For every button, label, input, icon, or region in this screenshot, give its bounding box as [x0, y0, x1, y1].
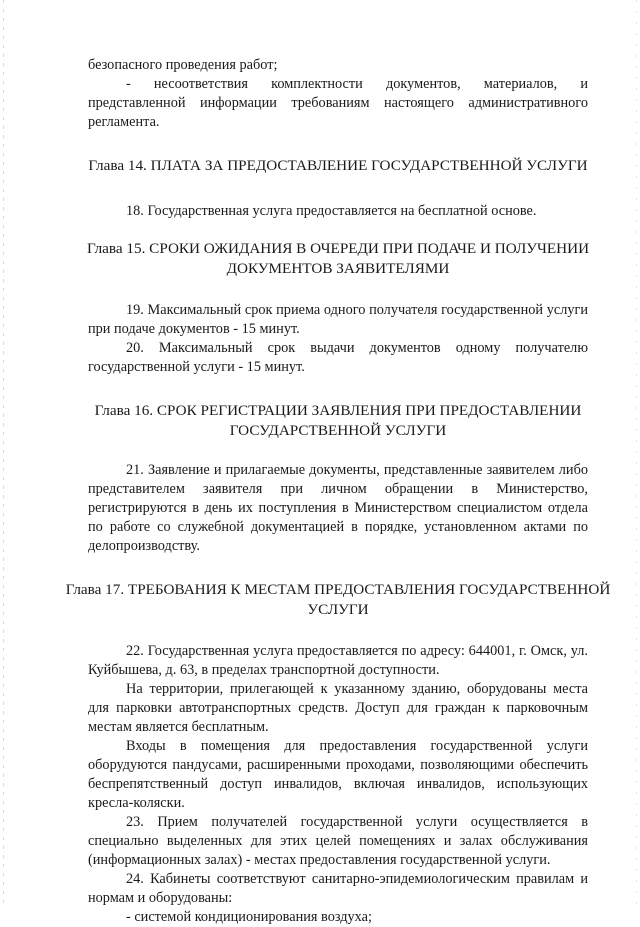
paragraph-24: 24. Кабинеты соответствуют санитарно-эпидемиологическим правилам и нормам и оборудованы:	[88, 871, 588, 906]
chapter-15-heading: Глава 15. СРОКИ ОЖИДАНИЯ В ОЧЕРЕДИ ПРИ ПОДАЧЕ И ПОЛУЧЕНИИ ДОКУМЕНТОВ ЗАЯВИТЕЛЯМИ	[86, 240, 590, 277]
paragraph-22: 22. Государственная услуга предоставляется по адресу: 644001, г. Омск, ул. Куйбышева, д. 63, в пределах транспортной доступности.	[88, 643, 588, 678]
chapter-17-heading: Глава 17. ТРЕБОВАНИЯ К МЕСТАМ ПРЕДОСТАВЛЕНИЯ ГОСУДАРСТВЕННОЙ УСЛУГИ	[65, 581, 611, 618]
paragraph-22-entrances: Входы в помещения для предоставления государственной услуги оборудуются пандусами, расширенными проходами, позволяющими обеспечить беспрепятственный доступ инвалидов, включая инвалидов, использующих кресла-коляски.	[88, 738, 588, 811]
paragraph-22-territory: На территории, прилегающей к указанному зданию, оборудованы места для парковки автотранспортных средств. Доступ для граждан к парковочным местам является бесплатным.	[88, 681, 588, 735]
list-item: - системой кондиционирования воздуха;	[126, 909, 372, 925]
scan-edge-artifact	[3, 0, 4, 905]
list-item: - несоответствия комплектности документов, материалов, и представленной информации требованиям настоящего административного регламента.	[88, 76, 588, 130]
paragraph-19: 19. Максимальный срок приема одного получателя государственной услуги при подаче документов - 15 минут.	[88, 302, 588, 337]
document-body	[65, 56, 611, 927]
paragraph-20: 20. Максимальный срок выдачи документов одному получателю государственной услуги - 15 минут.	[88, 340, 588, 375]
scan-edge-artifact-right	[636, 0, 637, 905]
paragraph-18: 18. Государственная услуга предоставляется на бесплатной основе.	[126, 203, 537, 219]
chapter-14-heading: Глава 14. ПЛАТА ЗА ПРЕДОСТАВЛЕНИЕ ГОСУДАРСТВЕННОЙ УСЛУГИ	[88, 157, 588, 174]
paragraph-21: 21. Заявление и прилагаемые документы, представленные заявителем либо представителем заявителя при личном обращении в Министерство, регистрируются в день их поступления в Министерством специалистом отдела по работе со служебной документацией в порядке, установленном актами по делопроизводству.	[88, 462, 588, 554]
text-line: безопасного проведения работ;	[88, 57, 278, 73]
chapter-16-heading: Глава 16. СРОК РЕГИСТРАЦИИ ЗАЯВЛЕНИЯ ПРИ ПРЕДОСТАВЛЕНИИ ГОСУДАРСТВЕННОЙ УСЛУГИ	[94, 402, 582, 439]
paragraph-23: 23. Прием получателей государственной услуги осуществляется в специально выделенных для этих целей помещениях и залах обслуживания (информационных залах) - местах предоставления государственной услуги.	[88, 814, 588, 868]
